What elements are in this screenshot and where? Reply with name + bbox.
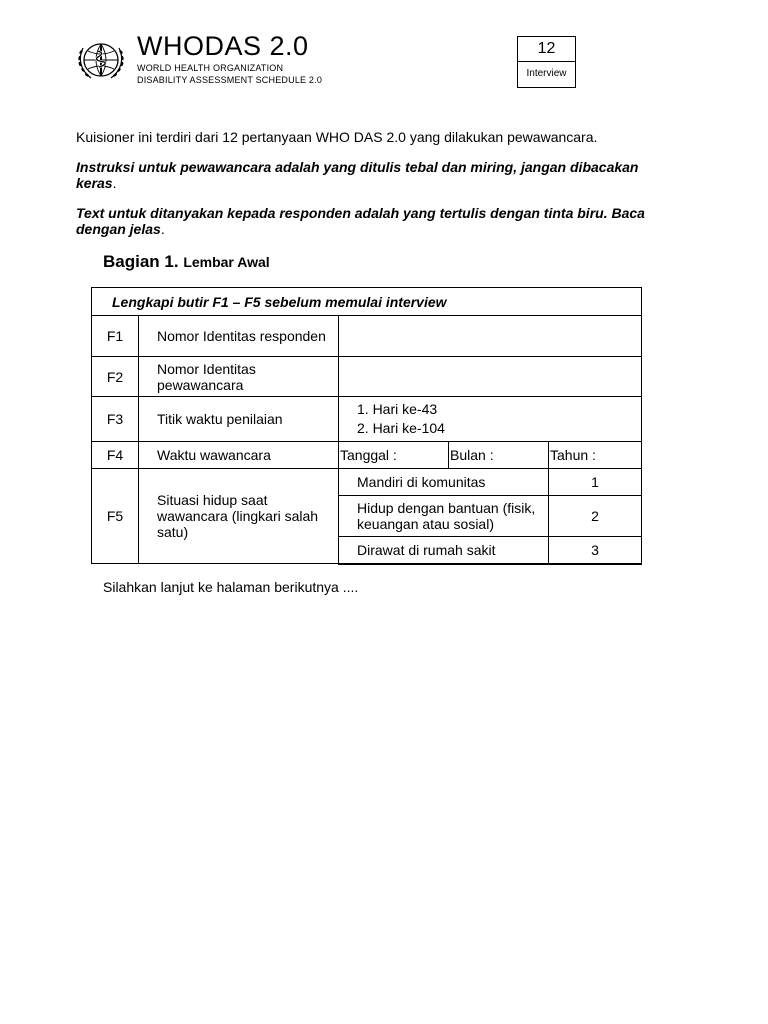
row-f3 [92, 397, 642, 442]
f5-option-text: Hidup dengan bantuan (fisik, keuangan atau sosial) [339, 496, 549, 537]
org-name: WORLD HEALTH ORGANIZATION [137, 63, 284, 73]
section-heading: Bagian 1. Lembar Awal [103, 252, 270, 271]
page-number-box [517, 36, 576, 88]
f5-option-code[interactable]: 3 [549, 537, 642, 564]
f4-date-field[interactable]: Tanggal : [339, 442, 449, 469]
f3-option[interactable]: 1. Hari ke-43 [357, 401, 438, 417]
f4-code: F4 [92, 442, 139, 469]
row-f4 [92, 442, 642, 469]
intro-text: Kuisioner ini terdiri dari 12 pertanyaan WHO DAS 2.0 yang dilakukan pewawancara. [76, 129, 598, 145]
page-label: Interview [526, 68, 567, 79]
f3-options-cell [339, 397, 642, 442]
f3-option[interactable]: 2. Hari ke-104 [357, 420, 445, 436]
brand-title: WHODAS 2.0 [137, 31, 309, 61]
table-header-row [92, 288, 642, 316]
f4-year-field[interactable]: Tahun : [549, 442, 642, 469]
f5-code: F5 [92, 469, 139, 564]
respondent-instruction: Text untuk ditanyakan kepada responden adalah yang tertulis dengan tinta biru. Baca dengan jelas. [76, 205, 645, 237]
continue-note: Silahkan lanjut ke halaman berikutnya .... [103, 579, 359, 595]
who-logo-icon [75, 38, 127, 82]
intake-table [91, 287, 642, 565]
brand-subtitle [137, 62, 322, 86]
schedule-name: DISABILITY ASSESSMENT SCHEDULE 2.0 [137, 75, 323, 85]
f5-option-code[interactable]: 1 [549, 469, 642, 496]
f5-option-code[interactable]: 2 [549, 496, 642, 537]
f1-input-cell[interactable] [339, 316, 642, 357]
f4-label: Waktu wawancara [139, 442, 339, 469]
f5-label: Situasi hidup saat wawancara (lingkari salah satu) [139, 469, 339, 564]
f2-code: F2 [92, 357, 139, 397]
table-instruction: Lengkapi butir F1 – F5 sebelum memulai interview [92, 288, 642, 316]
f3-label: Titik waktu penilaian [139, 397, 339, 442]
row-f1 [92, 316, 642, 357]
f5-option-text: Mandiri di komunitas [339, 469, 549, 496]
interviewer-instruction: Instruksi untuk pewawancara adalah yang ditulis tebal dan miring, jangan dibacakan keras. [76, 159, 639, 191]
row-f2 [92, 357, 642, 397]
section-title: Bagian 1 [103, 252, 174, 271]
row-f5-option-1 [92, 469, 642, 496]
f2-input-cell[interactable] [339, 357, 642, 397]
f2-label: Nomor Identitas pewawancara [139, 357, 339, 397]
f1-code: F1 [92, 316, 139, 357]
f3-code: F3 [92, 397, 139, 442]
f4-month-field[interactable]: Bulan : [449, 442, 549, 469]
f1-label: Nomor Identitas responden [139, 316, 339, 357]
f5-option-text: Dirawat di rumah sakit [339, 537, 549, 564]
section-subtitle: Lembar Awal [183, 254, 270, 270]
page-number: 12 [518, 37, 575, 62]
